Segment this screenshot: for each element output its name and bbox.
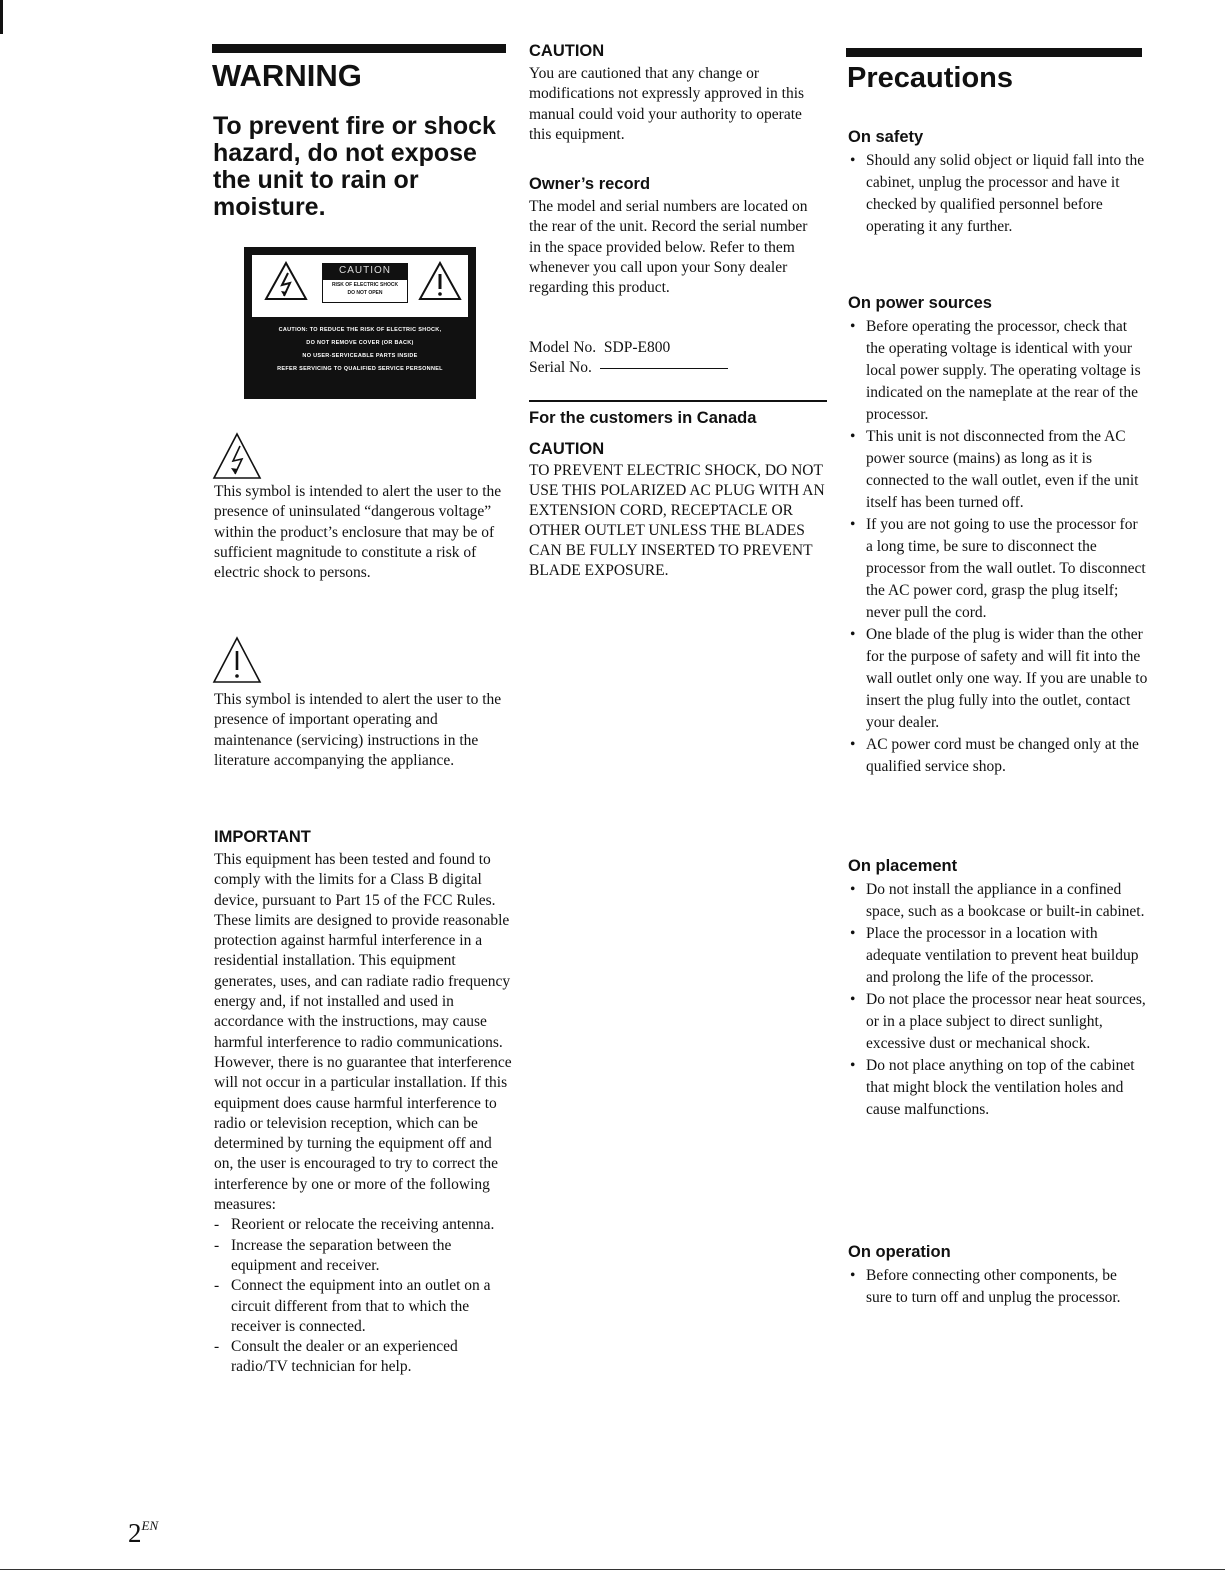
canada-heading: For the customers in Canada bbox=[529, 409, 757, 427]
label-risk-box bbox=[322, 279, 408, 303]
caution-label-image bbox=[244, 247, 476, 399]
important-paragraph-2: These limits are designed to provide reasonable protection against harmful interference in a residential installation. This equipment generates, uses, and can radiate radio frequency energy and, if not installed and used in accordance with the instructions, may cause harmful interference to radio communications. However, there is no guarantee that interference will not occur in a particular installation. If this equipment does cause harmful interference to radio or television reception, which can be determined by turning the equipment off and on, the user is encouraged to try to correct the interference by one or more of the following measures: bbox=[214, 911, 512, 1214]
operation-list bbox=[848, 1265, 1146, 1309]
measure-item: - Connect the equipment into an outlet on a circuit different from that to which the receiver is connected. bbox=[214, 1276, 514, 1337]
power-item: • One blade of the plug is wider than the other for the purpose of safety and will fit into the wall outlet only one way. If you are unable to insert the plug fully into the outlet, contact your dealer. bbox=[848, 624, 1148, 734]
label-text-line1: CAUTION: TO REDUCE THE RISK OF ELECTRIC SHOCK, bbox=[278, 327, 442, 333]
canada-caution-text: TO PREVENT ELECTRIC SHOCK, DO NOT USE THIS POLARIZED AC PLUG WITH AN EXTENSION CORD, RECEPTACLE OR OTHER OUTLET UNLESS THE BLADES CAN BE FULLY INSERTED TO PREVENT BLADE EXPOSURE. bbox=[529, 462, 825, 579]
power-list bbox=[848, 316, 1148, 778]
warning-title: WARNING bbox=[212, 58, 362, 93]
warning-subtitle: To prevent fire or shock hazard, do not expose the unit to rain or moisture. bbox=[213, 112, 496, 221]
safety-item: • Should any solid object or liquid fall into the cabinet, unplug the processor and have it checked by qualified personnel before operating it any further. bbox=[848, 150, 1146, 238]
power-item: • AC power cord must be changed only at the qualified service shop. bbox=[848, 734, 1148, 778]
serial-blank-line bbox=[600, 368, 728, 369]
page-number-suffix: EN bbox=[141, 1518, 159, 1533]
important-paragraph-1: This equipment has been tested and found to comply with the limits for a Class B digital device, pursuant to Part 15 of the FCC Rules. bbox=[214, 851, 496, 909]
serial-label: Serial No. bbox=[529, 359, 592, 376]
left-edge-mark bbox=[0, 0, 3, 34]
precautions-rule bbox=[846, 48, 1142, 57]
owners-record-heading: Owner’s record bbox=[529, 175, 651, 193]
exclamation-symbol-icon bbox=[212, 636, 262, 684]
lightning-warning-icon bbox=[264, 261, 308, 301]
caution-text: You are cautioned that any change or modifications not expressly approved in this manual could void your authority to operate this equipment. bbox=[529, 65, 805, 143]
label-caution-banner: CAUTION bbox=[322, 263, 408, 279]
caution-label-text bbox=[252, 324, 468, 376]
model-number: Model No. SDP-E800 bbox=[529, 339, 671, 356]
placement-item: • Place the processor in a location with adequate ventilation to prevent heat buildup and prolong the life of the processor. bbox=[848, 923, 1146, 989]
page-number-value: 2 bbox=[128, 1518, 142, 1548]
measure-item: - Reorient or relocate the receiving antenna. bbox=[214, 1215, 514, 1235]
on-safety-heading: On safety bbox=[848, 128, 924, 146]
symbol2-description: This symbol is intended to alert the user to the presence of important operating and maintenance (servicing) instructions in the literature accompanying the appliance. bbox=[214, 691, 502, 769]
important-body bbox=[214, 850, 514, 1378]
measures-list bbox=[214, 1215, 514, 1377]
on-placement-heading: On placement bbox=[848, 857, 958, 875]
label-text-line2: DO NOT REMOVE COVER (OR BACK) bbox=[306, 340, 414, 346]
warning-rule bbox=[212, 44, 506, 53]
page-number bbox=[128, 1518, 158, 1549]
placement-item: • Do not install the appliance in a confined space, such as a bookcase or built-in cabinet. bbox=[848, 879, 1146, 923]
power-item: • Before operating the processor, check that the operating voltage is identical with your local power supply. The operating voltage is indicated on the nameplate at the rear of the processor. bbox=[848, 316, 1148, 426]
measure-item: - Consult the dealer or an experienced radio/TV technician for help. bbox=[214, 1337, 514, 1378]
measure-item: - Increase the separation between the equipment and receiver. bbox=[214, 1236, 514, 1277]
placement-item: • Do not place the processor near heat sources, or in a place subject to direct sunlight, excessive dust or mechanical shock. bbox=[848, 989, 1146, 1055]
label-risk-line2: DO NOT OPEN bbox=[347, 290, 383, 296]
lightning-symbol-icon bbox=[212, 432, 262, 480]
serial-number bbox=[529, 358, 728, 378]
owners-record-text: The model and serial numbers are located on the rear of the unit. Record the serial number in the space provided below. Refer to them whenever you call upon your Sony dealer regarding this product. bbox=[529, 198, 808, 297]
symbol1-description: This symbol is intended to alert the user to the presence of uninsulated “dangerous voltage” within the product’s enclosure that may be of sufficient magnitude to constitute a risk of electric shock to persons. bbox=[214, 483, 502, 582]
caution-heading: CAUTION bbox=[529, 42, 605, 60]
precautions-title: Precautions bbox=[847, 62, 1013, 94]
safety-list bbox=[848, 150, 1146, 238]
canada-rule bbox=[529, 400, 827, 402]
on-power-sources-heading: On power sources bbox=[848, 294, 992, 312]
power-item: • If you are not going to use the processor for a long time, be sure to disconnect the processor from the wall outlet. To disconnect the AC power cord, grasp the plug itself; never pull the cord. bbox=[848, 514, 1148, 624]
operation-item: • Before connecting other components, be sure to turn off and unplug the processor. bbox=[848, 1265, 1146, 1309]
caution-label-header bbox=[252, 255, 468, 317]
canada-caution-heading: CAUTION bbox=[529, 440, 605, 458]
power-item: • This unit is not disconnected from the AC power source (mains) as long as it is connected to the wall outlet, even if the unit itself has been turned off. bbox=[848, 426, 1148, 514]
label-text-line3: NO USER-SERVICEABLE PARTS INSIDE bbox=[302, 353, 418, 359]
on-operation-heading: On operation bbox=[848, 1243, 951, 1261]
placement-list bbox=[848, 879, 1146, 1121]
placement-item: • Do not place anything on top of the cabinet that might block the ventilation holes and cause malfunctions. bbox=[848, 1055, 1146, 1121]
label-text-line4: REFER SERVICING TO QUALIFIED SERVICE PERSONNEL bbox=[277, 366, 443, 372]
label-risk-line1: RISK OF ELECTRIC SHOCK bbox=[331, 282, 399, 288]
important-heading: IMPORTANT bbox=[214, 828, 311, 846]
exclamation-warning-icon bbox=[418, 261, 462, 301]
